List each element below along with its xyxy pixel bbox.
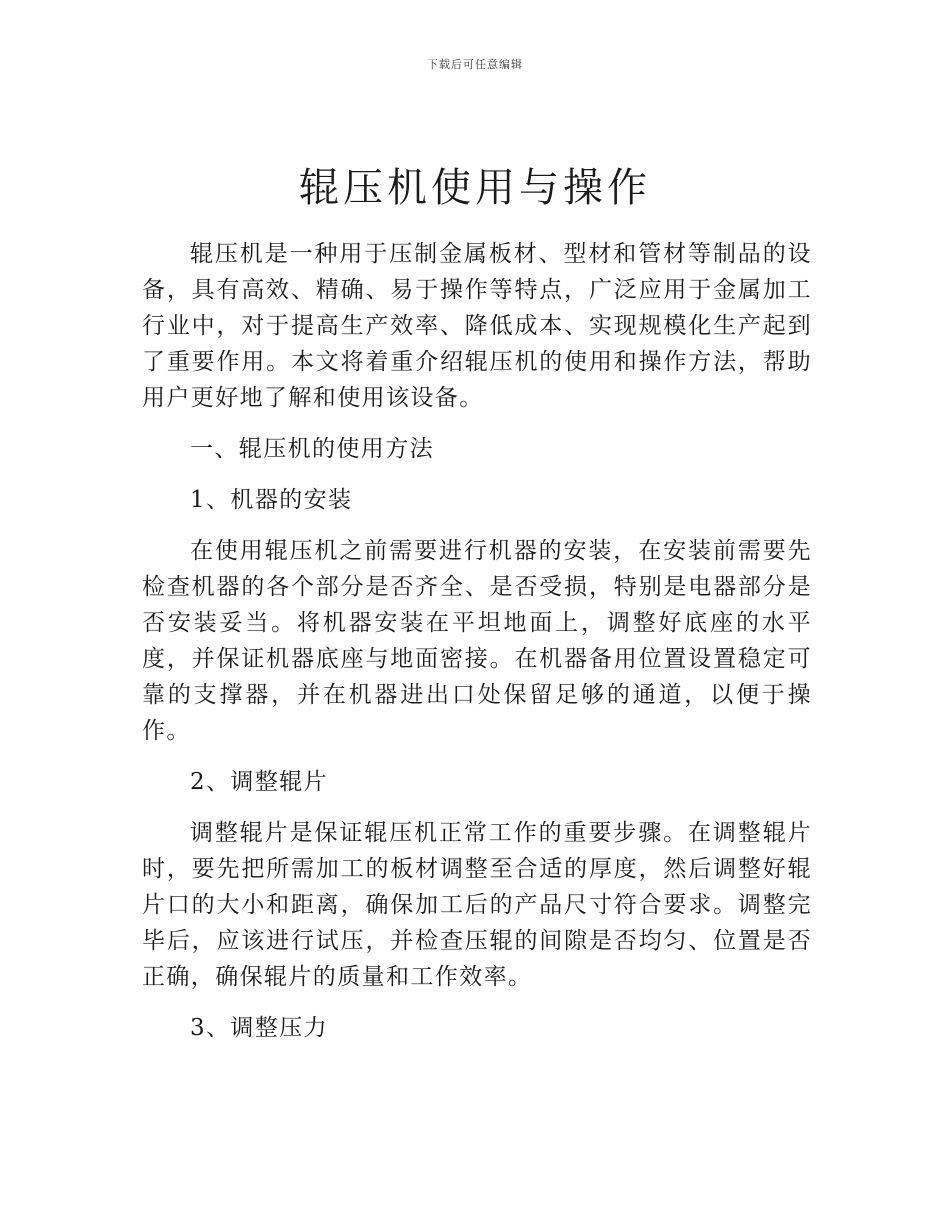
- document-title: 辊压机使用与操作: [299, 165, 651, 211]
- section-heading-usage: 一、辊压机的使用方法: [190, 436, 434, 462]
- subheading-adjust-pressure: 3、调整压力: [190, 1015, 329, 1041]
- document-body: [142, 236, 812, 1061]
- installation-paragraph: 在使用辊压机之前需要进行机器的安装，在安装前需要先检查机器的各个部分是否齐全、是否受损，特别是电器部分是否安装妥当。将机器安装在平坦地面上，调整好底座的水平度，并保证机器底座与地面密接。在机器备用位置设置稳定可靠的支撑器，并在机器进出口处保留足够的通道，以便于操作。: [142, 538, 812, 744]
- adjust-rollers-paragraph: 调整辊片是保证辊压机正常工作的重要步骤。在调整辊片时，要先把所需加工的板材调整至合适的厚度，然后调整好辊片口的大小和距离，确保加工后的产品尺寸符合要求。调整完毕后，应该进行试压，并检查压辊的间隙是否均匀、位置是否正确，确保辊片的质量和工作效率。: [142, 820, 812, 990]
- header-note: 下载后可任意编辑: [427, 58, 523, 71]
- intro-paragraph: 辊压机是一种用于压制金属板材、型材和管材等制品的设备，具有高效、精确、易于操作等特点，广泛应用于金属加工行业中，对于提高生产效率、降低成本、实现规模化生产起到了重要作用。本文将着重介绍辊压机的使用和操作方法，帮助用户更好地了解和使用该设备。: [142, 241, 812, 411]
- subheading-installation: 1、机器的安装: [190, 487, 353, 513]
- subheading-adjust-rollers: 2、调整辊片: [190, 769, 329, 795]
